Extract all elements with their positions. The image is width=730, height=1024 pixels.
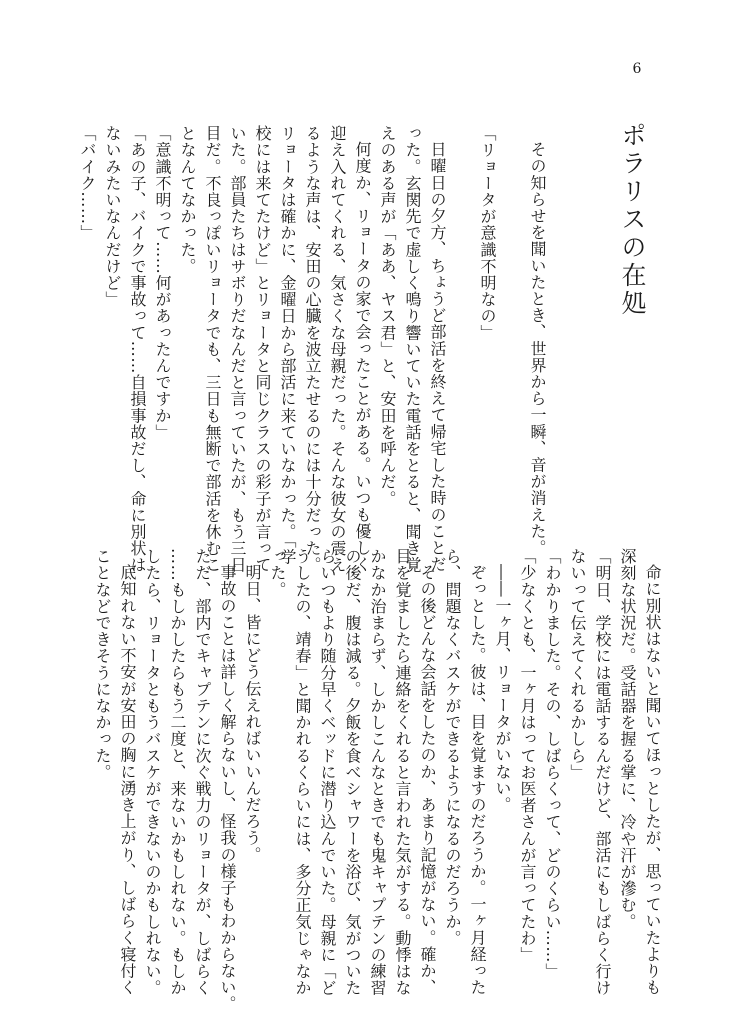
bottom-text-line: ……もしかしたらもう二度と、来ないかもしれない。もしか	[168, 548, 187, 997]
top-text-line: その知らせを聞いたとき、世界から一瞬、音が消えた。	[528, 141, 547, 556]
top-text-line: 校には来てたけど」とリョータと同じクラスの彩子が言って	[253, 125, 272, 574]
top-text-line: ないみたいなんだけど」	[103, 125, 122, 308]
bottom-text-line: したら、リョータともうバスケができないのかもしれない。	[143, 548, 162, 997]
bottom-text-line: ないって伝えてくれるかしら」	[568, 548, 587, 781]
bottom-text-line: 明日、皆にどう伝えればいいんだろう。	[243, 564, 262, 863]
paragraph-gap	[500, 125, 525, 520]
bottom-text-line: 命に別状はないと聞いてほっとしたが、思っていたよりも	[643, 564, 662, 996]
bottom-text-line: 「少なくとも、一ヶ月はってお医者さんが言ってたわ」	[518, 548, 537, 963]
bottom-text-line: らいつもより随分早くベッドに潜り込んでいた。母親に「ど	[318, 548, 337, 997]
bottom-text-line: うしたの、靖春」と聞かれるくらいには、多分正気じゃなか	[293, 548, 312, 997]
top-text-line: 「バイク……」	[78, 125, 97, 242]
top-text-line: った。玄関先で虚しく鳴り響いていた電話をとると、聞き覚	[403, 125, 422, 574]
text-block-bottom	[93, 548, 665, 1013]
bottom-text-line: かなか治まらず、しかしこんなときでも鬼キャプテンの練習	[368, 548, 387, 997]
bottom-text-line: 深刻な状況だ。受話器を握る掌に、冷や汗が滲む。	[618, 548, 637, 930]
bottom-text-line: ら、問題なくバスケができるようになるのだろうか。	[443, 548, 462, 947]
top-text-line: 日曜日の夕方、ちょうど部活を終えて帰宅した時のことだ	[428, 141, 447, 573]
bottom-text-line: の後だ、腹は減る。夕飯を食べシャワーを浴び、気がついた	[343, 548, 362, 997]
bottom-text-line: 「明日、学校には電話するんだけど、部活にもしばらく行け	[593, 548, 612, 997]
bottom-text-line: った。	[268, 548, 287, 598]
bottom-text-line: ただ、部内でキャプテンに次ぐ戦力のリョータが、しばらく	[193, 548, 212, 997]
page-number: 6	[632, 61, 642, 77]
top-text-line: るような声は、安田の心臓を波立たせるのには十分だった。	[303, 125, 322, 574]
top-text-line: 「あの子、バイクで事故って……自損事故だし、命に別状は	[128, 125, 147, 574]
top-text-line: 「意識不明って……何があったんですか」	[153, 125, 172, 441]
bottom-text-line: 底知れない不安が安田の胸に湧き上がり、しばらく寝付く	[118, 564, 137, 996]
bottom-text-line: ことなどできそうになかった。	[93, 548, 112, 781]
paragraph-gap	[450, 125, 475, 520]
top-text-line: いた。部員たちはサボりだなんだと言っていたが、もう三日	[228, 125, 247, 574]
top-text-line: 迎え入れてくれる、気さくな母親だった。そんな彼女の震え	[328, 125, 347, 574]
top-text-line: となんてなかった。	[178, 125, 197, 275]
bottom-text-line: 事故のことは詳しく解らないし、怪我の様子もわからない。	[218, 564, 237, 1013]
top-text-line: 何度か、リョータの家で会ったことがある。いつも優しく	[353, 141, 372, 573]
top-text-line: 目だ。不良っぽいリョータでも、三日も無断で部活を休むこ	[203, 125, 222, 574]
bottom-text-line: 「わかりました。その、しばらくって、どのくらい……」	[543, 548, 562, 980]
text-block-top	[78, 125, 550, 574]
bottom-text-line: ぞっとした。彼は、目を覚ますのだろうか。一ヶ月経った	[468, 564, 487, 996]
top-text-line: 「リョータが意識不明なの」	[478, 125, 497, 341]
bottom-text-line: ――一ヶ月、リョータがいない。	[493, 564, 512, 813]
chapter-title: ポラリスの在処	[618, 122, 647, 318]
top-text-line: えのある声が「ああ、ヤス君」と、安田を呼んだ。	[378, 125, 397, 507]
bottom-text-line: その後どんな会話をしたのか、あまり記憶がない。確か、	[418, 564, 437, 996]
top-text-line: リョータは確かに、金曜日から部活に来ていなかった。「学	[278, 125, 297, 566]
bottom-text-line: 目を覚ましたら連絡をくれると言われた気がする。動悸はな	[393, 548, 412, 997]
